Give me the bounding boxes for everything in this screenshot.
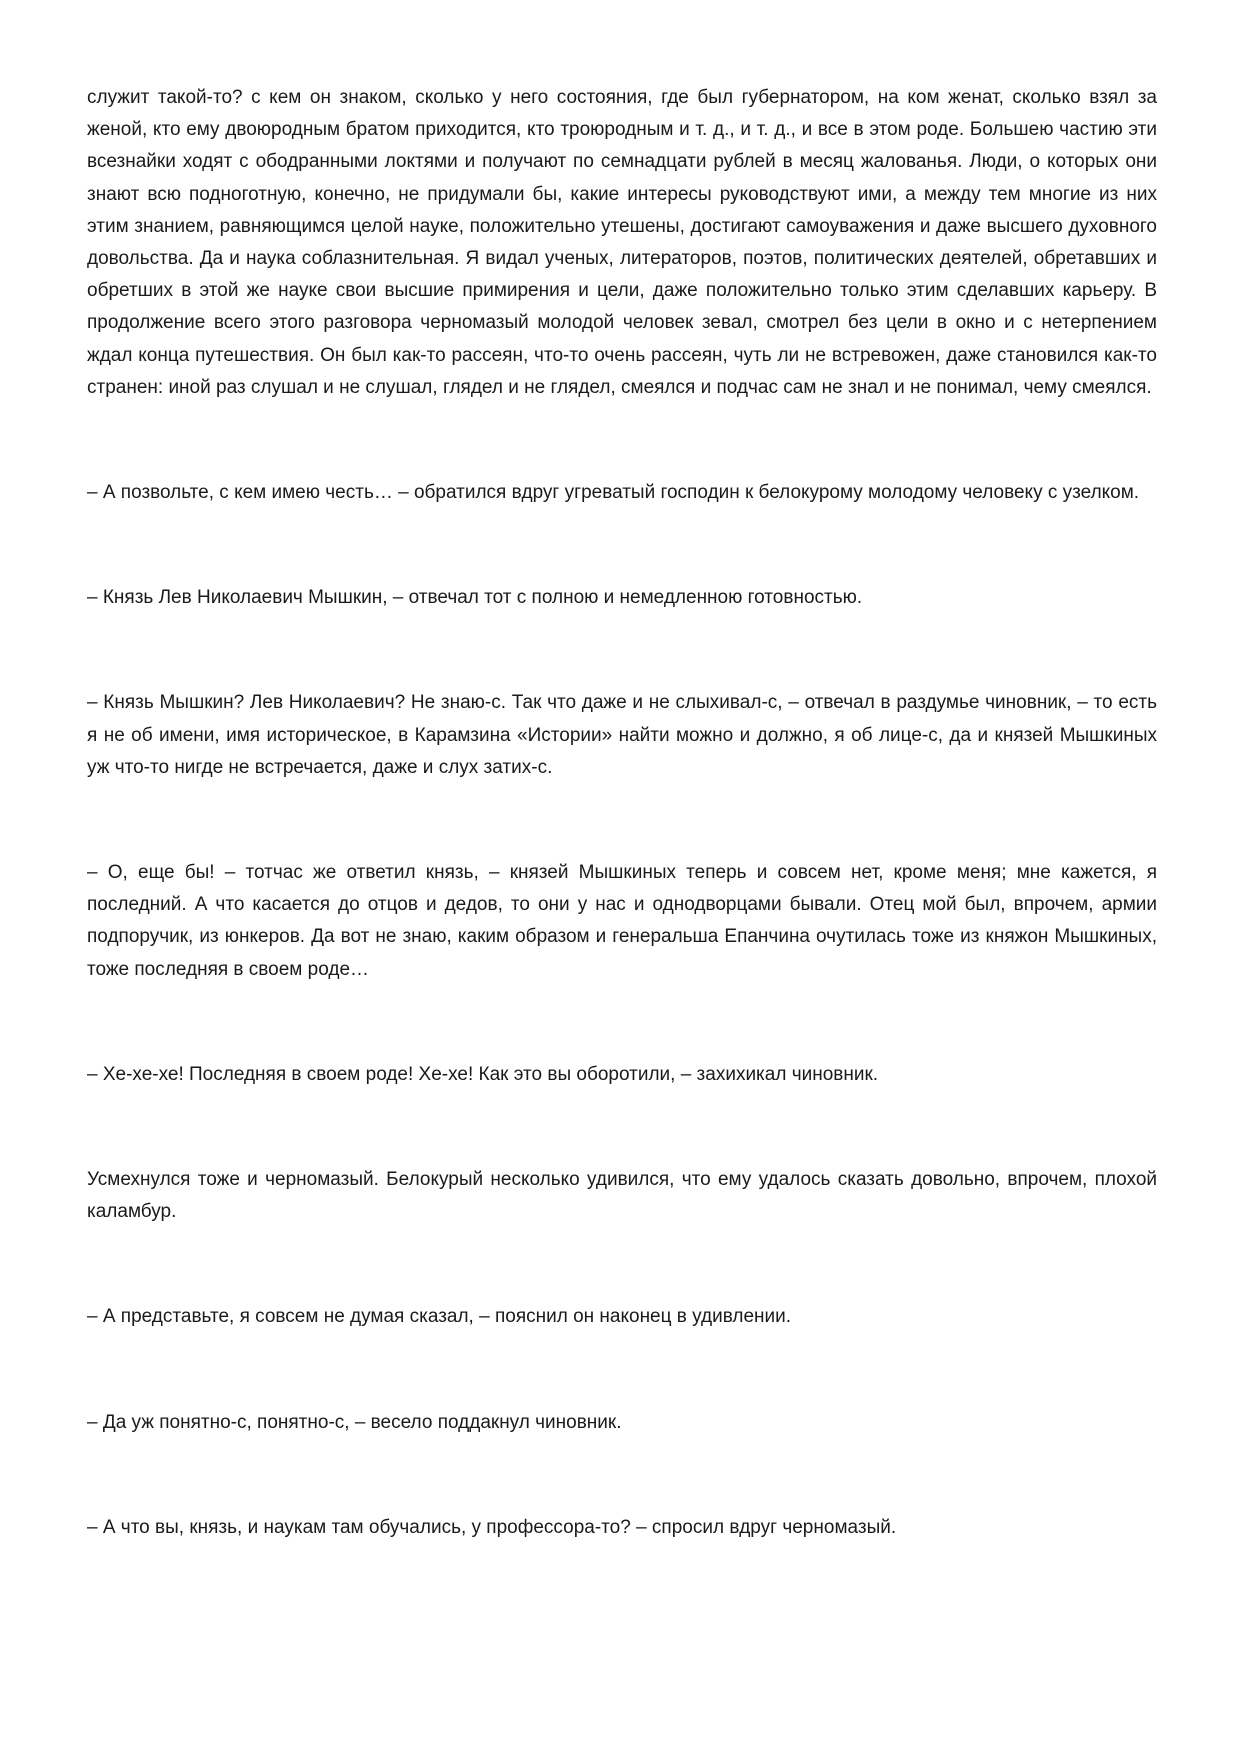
paragraph-dialogue-3: – Князь Мышкин? Лев Николаевич? Не знаю-с. Так что даже и не слыхивал-с, – отвечал в раздумье чиновник, – то есть я не об имени, имя историческое, в Карамзина «Истории» найти можно и должно, я об лице-с, да и князей Мышкиных уж что-то нигде не встречается, даже и слух затих-с.: [87, 692, 1157, 778]
paragraph-dialogue-7: – Да уж понятно-с, понятно-с, – весело поддакнул чиновник.: [87, 1411, 622, 1433]
paragraph-dialogue-5: – Хе-хе-хе! Последняя в своем роде! Хе-хе! Как это вы оборотили, – захихикал чиновник.: [87, 1063, 879, 1085]
paragraph-dialogue-2: – Князь Лев Николаевич Мышкин, – отвечал тот с полною и немедленною готовностью.: [87, 587, 863, 609]
paragraph-dialogue-8: – А что вы, князь, и наукам там обучались, у профессора-то? – спросил вдруг черномазый.: [87, 1516, 897, 1538]
paragraph-dialogue-1: – А позвольте, с кем имею честь… – обратился вдруг угреватый господин к белокурому молодому человеку с узелком.: [87, 482, 1140, 504]
document-page: [87, 82, 1157, 1544]
paragraph-narration-2: Усмехнулся тоже и черномазый. Белокурый несколько удивился, что ему удалось сказать довольно, впрочем, плохой каламбур.: [87, 1169, 1157, 1223]
paragraph-narration-1: служит такой-то? с кем он знаком, сколько у него состояния, где был губернатором, на ком женат, сколько взял за женой, кто ему двоюродным братом приходится, кто троюродным и т. д., и т. д., и все в этом роде. Большею частию эти всезнайки ходят с ободранными локтями и получают по семнадцати рублей в месяц жалованья. Люди, о которых они знают всю подноготную, конечно, не придумали бы, какие интересы руководствуют ими, а между тем многие из них этим знанием, равняющимся целой науке, положительно утешены, достигают самоуважения и даже высшего духовного довольства. Да и наука соблазнительная. Я видал ученых, литераторов, поэтов, политических деятелей, обретавших и обретших в этой же науке свои высшие примирения и цели, даже положительно только этим сделавших карьеру. В продолжение всего этого разговора черномазый молодой человек зевал, смотрел без цели в окно и с нетерпением ждал конца путешествия. Он был как-то рассеян, что-то очень рассеян, чуть ли не встревожен, даже становился как-то странен: иной раз слушал и не слушал, глядел и не глядел, смеялся и подчас сам не знал и не понимал, чему смеялся.: [87, 87, 1157, 398]
paragraph-dialogue-4: – О, еще бы! – тотчас же ответил князь, – князей Мышкиных теперь и совсем нет, кроме меня; мне кажется, я последний. А что касается до отцов и дедов, то они у нас и однодворцами бывали. Отец мой был, впрочем, армии подпоручик, из юнкеров. Да вот не знаю, каким образом и генеральша Епанчина очутилась тоже из княжон Мышкиных, тоже последняя в своем роде…: [87, 862, 1157, 980]
paragraph-dialogue-6: – А представьте, я совсем не думая сказал, – пояснил он наконец в удивлении.: [87, 1306, 792, 1328]
